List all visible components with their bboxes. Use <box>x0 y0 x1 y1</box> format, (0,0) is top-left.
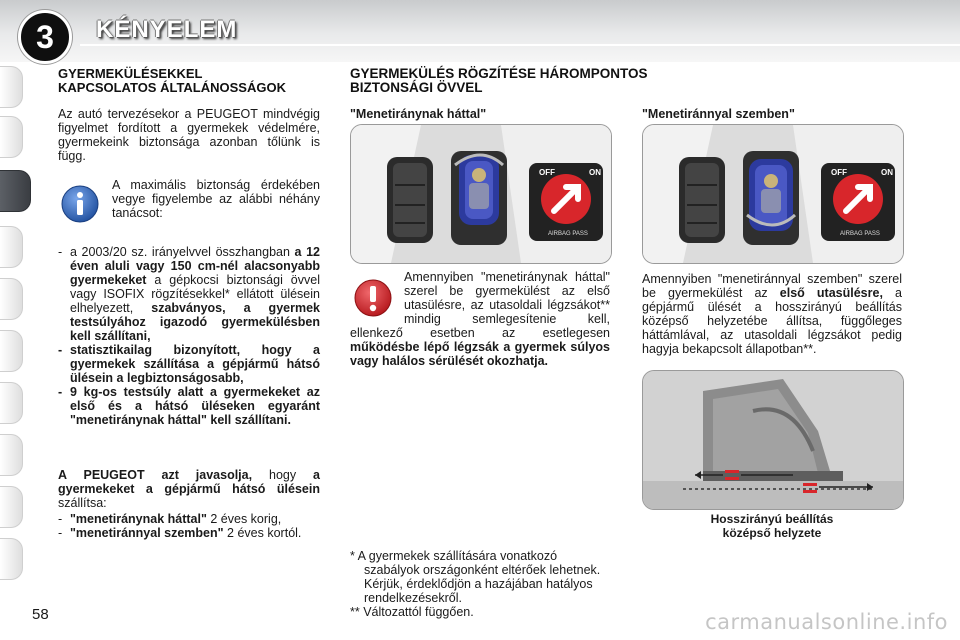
intro-paragraph: Az autó tervezésekor a PEUGEOT mindvégig figyelmet fordított a gyermekek védelmére, gyermekeink biztonsága azonban tőlünk is függ. <box>58 107 320 163</box>
airbag-warning-text: Amennyiben "menetiránynak háttal" szerel be gyermekülést az első utasülésre, az utasoldali légzsákot** mindig semlegesítenie kell, ellenkező esetben az esetlegesen működésbe lépő légzsák a gyermek súlyos vagy halálos sérülését okozhatja. <box>350 270 610 368</box>
advice-list <box>58 245 320 427</box>
forward-facing-title: "Menetiránnyal szemben" <box>642 107 795 121</box>
middle-section-heading: GYERMEKÜLÉS RÖGZÍTÉSE HÁROMPONTOS BIZTONSÁGI ÖVVEL <box>350 66 648 95</box>
forward-facing-seat-illustration <box>642 124 904 264</box>
chapter-tab-8[interactable] <box>0 434 23 476</box>
header-divider <box>80 44 960 46</box>
airbag-on-label: ON <box>881 168 893 177</box>
chapter-tab-9[interactable] <box>0 486 23 528</box>
chapter-tab-10[interactable] <box>0 538 23 580</box>
seat-adjustment-drawing <box>643 371 903 509</box>
recommendation-paragraph: A PEUGEOT azt javasolja, hogy a gyermekeket a gépjármű hátsó ülésein szállítsa: <box>58 468 320 510</box>
chapter-tab-5[interactable] <box>0 278 23 320</box>
list-item: - "menetiránynak háttal" 2 éves korig, <box>58 512 282 526</box>
chapter-tab-4[interactable] <box>0 226 23 268</box>
footnote-variant: ** Változattól függően. <box>350 605 474 619</box>
forward-facing-seat-drawing <box>643 125 903 263</box>
forward-facing-instructions: Amennyiben "menetiránnyal szemben" szerel be gyermekülést az első utasülésre, a gépjármű ülését a hosszirányú beállítás középső helyzetébe állítsa, függőleges háttámlával, az utasoldali légzsákot pedig hagyja bekapcsolt állapotban**. <box>642 272 902 356</box>
chapter-tab-6[interactable] <box>0 330 23 372</box>
passenger-seat-with-child-seat <box>743 151 799 245</box>
seat-adjustment-illustration <box>642 370 904 510</box>
rear-facing-title: "Menetiránynak háttal" <box>350 107 487 121</box>
airbag-panel-label: AIRBAG PASS <box>548 231 588 237</box>
chapter-tab-1[interactable] <box>0 66 23 108</box>
watermark: carmanualsonline.info <box>705 610 948 634</box>
seat-adjustment-caption: Hosszirányú beállítás középső helyzete <box>710 512 834 540</box>
chapter-tab-7[interactable] <box>0 382 23 424</box>
info-icon <box>60 184 100 224</box>
airbag-off-label: OFF <box>539 168 555 177</box>
chapter-tab-3-active[interactable] <box>0 170 31 212</box>
airbag-off-label: OFF <box>831 168 847 177</box>
chapter-tabs <box>0 62 30 582</box>
footnote-regulations: * A gyermekek szállítására vonatkozó szabályok országonként eltérőek lehetnek. Kérjük, érdeklődjön a hazájában hatályos rendelkezésekről. <box>350 549 601 605</box>
info-note: A maximális biztonság érdekében vegye figyelembe az alábbi néhány tanácsot: <box>112 178 320 220</box>
rear-facing-seat-illustration <box>350 124 612 264</box>
page-number: 58 <box>32 606 49 623</box>
list-item: - 9 kg-os testsúly alatt a gyermekeket az első és a hátsó üléseken egyaránt "menetiránynak háttal" kell szállítani. <box>58 385 320 427</box>
chapter-number-badge: 3 <box>18 10 72 64</box>
chapter-tab-2[interactable] <box>0 116 23 158</box>
age-recommendation-list <box>58 512 320 540</box>
rear-facing-seat-drawing <box>351 125 611 263</box>
list-item: - a 2003/20 sz. irányelvvel összhangban a 12 éven aluli vagy 150 cm-nél alacsonyabb gyermekeket a gépkocsi biztonsági övvel vagy ISOFIX rögzítésekkel* ellátott ülésein elhelyezett, szabványos, a gyermek testsúlyához igazodó gyermekülésben kell szállítani, <box>58 245 320 343</box>
list-item: - statisztikailag bizonyított, hogy a gyermekek szállítása a gépjármű hátsó ülésein a legbiztonságosabb, <box>58 343 320 385</box>
warning-icon-spacer <box>350 270 404 326</box>
driver-seat <box>387 157 433 243</box>
list-item: - "menetiránnyal szemben" 2 éves kortól. <box>58 526 302 540</box>
chapter-title: KÉNYELEM <box>96 16 238 43</box>
airbag-on-label: ON <box>589 168 601 177</box>
left-section-heading: GYERMEKÜLÉSEKKEL KAPCSOLATOS ÁLTALÁNOSSÁGOK <box>58 66 286 95</box>
passenger-seat-with-child-seat <box>451 151 507 245</box>
airbag-panel-label: AIRBAG PASS <box>840 231 880 237</box>
driver-seat <box>679 157 725 243</box>
chapter-header <box>0 0 960 62</box>
